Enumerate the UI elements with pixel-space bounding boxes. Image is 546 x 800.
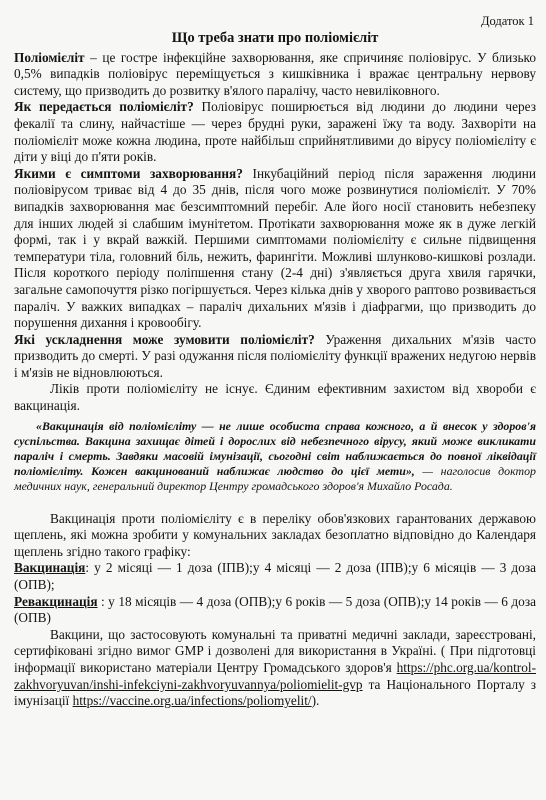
symptoms-text: Інкубаційний період після зараження людини поліовірусом триває від 4 до 35 днів, після чого може розвинутися поліомієліт. У 70% випадків захворювання має безсимптомний перебіг. Але його носії становить небезпеку для інших людей зі слабшим імунітетом. Протікати захворювання може як в дуже легкій формі, так і у вкрай важкій. Першими симптомами поліомієліту є сильне підвищення температури тіла, головний біль, нежить, фарингіти. Можливі шлунково-кишкові розлади. Після короткого періоду поліпшення стану (2-4 дні) з'являється друга хвиля гарячки, загальне самопочуття різко погіршується. Через кілька днів у хворого раптово розвивається параліч. У важких випадках – параліч дихальних м'язів і діафрагми, що призводить до порушення дихання і кровообігу.: [14, 165, 537, 331]
label-revaccination: Ревакцинація: [14, 593, 98, 609]
quote-block: [14, 419, 536, 495]
link-vaccine-portal[interactable]: https://vaccine.org.ua/infections/poliomyelit/: [72, 693, 312, 709]
paragraph-schedule-intro: Вакцинація проти поліомієліту є в переліку обов'язкових гарантованих державою щеплень, які можна зробити у комунальних закладах безоплатно відповідно до Календаря щеплень згідно такого графіку:: [14, 510, 536, 559]
addendum-label: Додаток 1: [481, 14, 534, 28]
page-title: Що треба знати про поліомієліт: [171, 30, 379, 46]
vaccination-text: : у 2 місяці — 1 доза (ІПВ);у 4 місяці — 2 доза (ІПВ);у 6 місяців — 3 доза (ОПВ);: [14, 560, 536, 593]
paragraph-sources: [14, 627, 536, 710]
paragraph-vaccination: [14, 560, 536, 593]
definition-text: – це гостре інфекційне захворювання, яке спричиняє поліовірус. У близько 0,5% випадків поліовірус переміщується з кишківника і вражає центральну нервову систему, що призводить до розвитку в'ялого паралічу, часто невиліковного.: [14, 49, 536, 98]
paragraph-transmission: [14, 99, 536, 165]
transmission-text: Поліовірус поширюється від людини до людини через фекалії та слину, найчастіше — через брудні руки, заражені їжу та воду. Захворіти на поліомієліт може кожна людина, проте найбільш сприйнятливими до вірусу поліомієліту є діти у віці до п'яти років.: [14, 99, 536, 165]
paragraph-symptoms: [14, 166, 536, 332]
label-vaccination: Вакцинація: [14, 560, 86, 576]
paragraph-revaccination: [14, 594, 536, 627]
complications-text: Ураження дихальних м'язів часто призводить до смерті. У разі одужання після поліомієліту функції вражених недугою нервів і м'язів не відновлюються.: [14, 331, 536, 380]
heading-symptoms: Якими є симптоми захворювання?: [14, 165, 243, 181]
quote-author: — наголосив доктор медичних наук, генеральний директор Центру громадського здоров'я Михайло Росада.: [14, 464, 536, 494]
heading-complications: Які ускладнення може зумовити поліомієліт?: [14, 331, 315, 347]
heading-transmission: Як передається поліомієліт?: [14, 99, 194, 115]
link-phc[interactable]: https://phc.org.ua/kontrol-zakhvoryuvan/inshi-infekciyni-zakhvoryuvannya/poliomielit-gvp: [14, 660, 536, 692]
paragraph-definition: [14, 50, 536, 100]
paragraph-no-cure: Ліків проти поліомієліту не існує. Єдиним ефективним захистом від хвороби є вакцинація.: [14, 381, 536, 414]
revaccination-text: : у 18 місяців — 4 доза (ОПВ);у 6 років — 5 доза (ОПВ);у 14 років — 6 доза (ОПВ): [14, 593, 536, 626]
sources-text-2: та Національного Порталу з імунізації: [14, 676, 536, 709]
quote-text: «Вакцинація від поліомієліту — не лише особиста справа кожного, а й внесок у здоров'я суспільства. Вакцина захищає дітей і дорослих від небезпечного вірусу, який може викликати параліч і смерть. Завдяки масовій імунізації, сьогодні світ наближається до повної ліквідації поліомієліту. Кожен вакцинований наближає людство до цієї мети»,: [14, 418, 536, 479]
sources-text-1: Вакцини, що застосовують комунальні та приватні медичні заклади, зареєстровані, сертифіковані згідно вимог GMP і дозволені для використання в Україні. ( При підготовці інформації використано матеріали Центру Громадського здоров'я: [14, 626, 536, 676]
paragraph-complications: [14, 332, 536, 382]
term-polio: Поліомієліт: [14, 49, 85, 65]
sources-text-3: ).: [311, 693, 320, 709]
